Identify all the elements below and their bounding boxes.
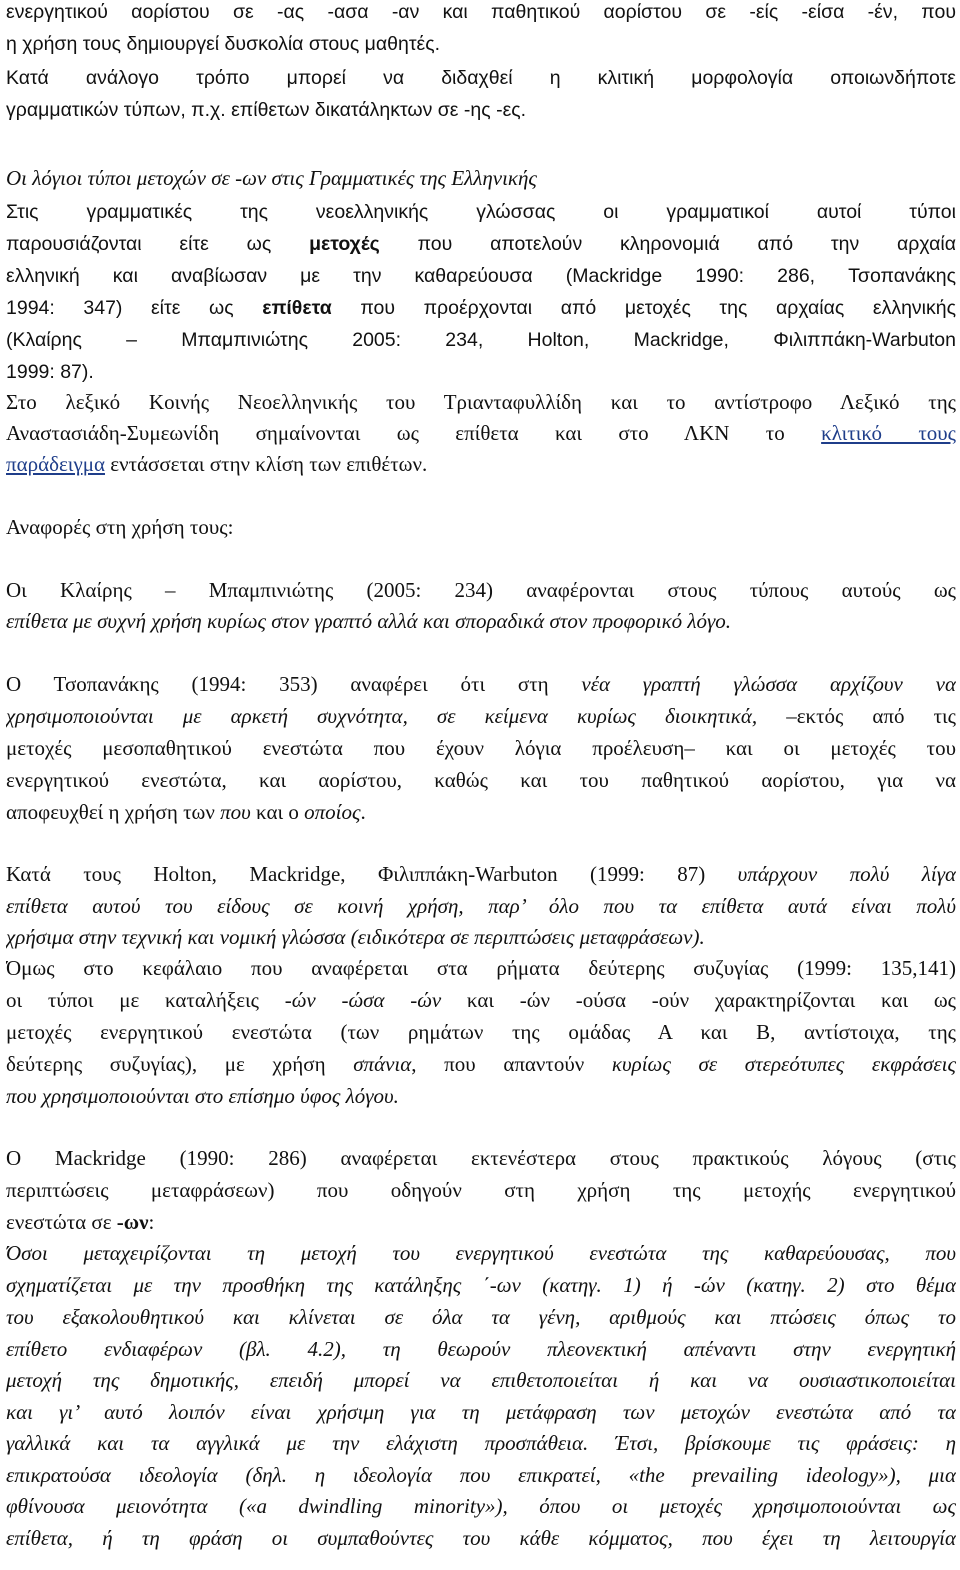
text-line	[6, 858, 956, 890]
text-line	[6, 356, 956, 388]
text-run: γαλλικά και τα αγγλικά με την ελάχιστη προσπάθεια. Έτσι, βρίσκουμε τις φράσεις: η	[6, 1431, 956, 1455]
text-line	[6, 1016, 956, 1048]
text-run: σχηματίζεται με την προσθήκη της κατάληξης ΄-ων (κατηγ. 1) ή -ών (κατηγ. 2) στο θέμα	[6, 1273, 956, 1297]
text-run: αποφευχθεί η χρήση των	[6, 800, 221, 824]
text-run: -ών -ώσα -ών	[284, 988, 442, 1012]
text-run: Οι λόγιοι τύποι μετοχών σε -ων στις Γραμματικές της Ελληνικής	[6, 166, 537, 190]
text-run: κυρίως σε στερεότυπες εκφράσεις	[611, 1052, 956, 1076]
text-run: χρήσιμα στην τεχνική και νομική γλώσσα (ειδικότερα σε περιπτώσεις μεταφράσεων).	[6, 925, 705, 949]
text-line	[6, 1301, 956, 1333]
text-run: επίθετα, ή τη φράση οι συμπαθούντες του κάθε κόμματος, που έχει τη λειτουργία	[6, 1526, 956, 1550]
text-run: που αποτελούν κληρονομιά από την αρχαία	[379, 233, 956, 255]
text-line	[6, 1427, 956, 1459]
text-run: Στο λεξικό Κοινής Νεοελληνικής του Τριανταφυλλίδη και το αντίστροφο Λεξικό της	[6, 390, 956, 414]
text-run: Αναφορές στη χρήση τους:	[6, 515, 234, 539]
text-run: -ων	[116, 1210, 149, 1234]
text-run: Αναστασιάδη-Συμεωνίδη σημαίνονται ως επίθετα και στο ΛΚΝ το	[6, 421, 822, 445]
text-line	[6, 260, 956, 292]
text-line	[6, 1269, 956, 1301]
text-line	[6, 1174, 956, 1206]
text-run: επίθετα αυτού του είδους σε κοινή χρήση, παρ’ όλο που τα επίθετα αυτά είναι πολύ	[6, 894, 956, 918]
text-run: :	[148, 1210, 155, 1234]
text-run: ενεργητικού αορίστου σε -ας -ασα -αν και παθητικού αορίστου σε -είς -είσα -έν, που	[6, 1, 956, 23]
text-run: επίθετα	[262, 297, 332, 319]
text-run: παρουσιάζονται είτε ως	[6, 233, 310, 255]
text-run: οι τύποι με καταλήξεις	[6, 988, 285, 1012]
text-run: Ο Τσοπανάκης (1994: 353) αναφέρει ότι στη	[6, 672, 582, 696]
text-run: επίθετα με συχνή χρήση κυρίως στον γραπτό αλλά και σποραδικά στον προφορικό λόγο.	[6, 609, 732, 633]
text-run: υπάρχουν πολύ λίγα	[737, 862, 956, 886]
text-line	[6, 1237, 956, 1269]
text-line	[6, 700, 956, 732]
text-line	[6, 1459, 956, 1491]
text-run: που προέρχονται από μετοχές της αρχαίας ελληνικής	[331, 297, 956, 319]
text-run: μετοχές ενεργητικού ενεστώτα (των ρημάτων της ομάδας Α και Β, αντίστοιχα, της	[6, 1020, 956, 1044]
text-line	[6, 196, 956, 228]
text-line	[6, 1206, 956, 1238]
text-line	[6, 1364, 956, 1396]
text-run: μετοχή της δημοτικής, επειδή μπορεί να επιθετοποιείται ή και να ουσιαστικοποιείται	[6, 1368, 956, 1392]
text-run: 1999: 87).	[6, 361, 94, 383]
text-run: νέα γραπτή γλώσσα αρχίζουν να	[581, 672, 956, 696]
text-run: επικρατούσα ιδεολογία (δηλ. η ιδεολογία που επικρατεί, «the prevailing ideology»), μια	[6, 1463, 956, 1487]
text-run: μετοχές	[309, 233, 380, 255]
text-run: 1994: 347) είτε ως	[6, 297, 263, 319]
text-run: Όμως στο κεφάλαιο που αναφέρεται στα ρήματα δεύτερης συζυγίας (1999: 135,141)	[6, 956, 956, 980]
text-run: ενεστώτα σε	[6, 1210, 117, 1234]
text-line	[6, 511, 956, 543]
text-line	[6, 162, 956, 194]
text-run: Κατά τους Holton, Mackridge, Φιλιππάκη-Warbuton (1999: 87)	[6, 862, 738, 886]
text-line	[6, 921, 956, 953]
text-run: που χρησιμοποιούνται στο επίσημο ύφος λόγου.	[6, 1084, 399, 1108]
text-run: –εκτός από τις	[757, 704, 956, 728]
text-run: δεύτερης συζυγίας), με χρήση	[6, 1052, 354, 1076]
text-run: και γι’ αυτό λοιπόν είναι χρήσιμη για τη μετάφραση των μετοχών ενεστώτα από τα	[6, 1400, 956, 1424]
text-run: του εξακολουθητικού και κλίνεται σε όλα τα γένη, αριθμούς και πτώσεις όπως το	[6, 1305, 956, 1329]
text-line	[6, 28, 956, 60]
text-line	[6, 1490, 956, 1522]
inline-link[interactable]: παράδειγμα	[6, 452, 105, 476]
text-run: εντάσσεται στην κλίση των επιθέτων.	[105, 452, 428, 476]
text-line	[6, 1080, 956, 1112]
text-run: Κατά ανάλογο τρόπο μπορεί να διδαχθεί η κλιτική μορφολογία οποιωνδήποτε	[6, 67, 956, 89]
text-line	[6, 1333, 956, 1365]
text-run: Στις γραμματικές της νεοελληνικής γλώσσας οι γραμματικοί αυτοί τύποι	[6, 201, 956, 223]
text-run: γραμματικών τύπων, π.χ. επίθετων δικατάληκτων σε -ης -ες.	[6, 99, 527, 121]
text-run: περιπτώσεις μεταφράσεων) που οδηγούν στη χρήση της μετοχής ενεργητικού	[6, 1178, 956, 1202]
text-run: μετοχές μεσοπαθητικού ενεστώτα που έχουν λόγια προέλευση– και οι μετοχές του	[6, 736, 956, 760]
text-line	[6, 1142, 956, 1174]
text-line	[6, 1522, 956, 1554]
text-run: Οι Κλαίρης – Μπαμπινιώτης (2005: 234) αναφέρονται στους τύπους αυτούς ως	[6, 578, 956, 602]
text-run: επίθετο ενδιαφέρων (βλ. 4.2), τη θεωρούν πλεονεκτική απέναντι στην ενεργητική	[6, 1337, 956, 1361]
text-line	[6, 94, 956, 126]
text-run: ελληνική και αναβίωσαν με την καθαρεύουσα (Mackridge 1990: 286, Τσοπανάκης	[6, 265, 956, 287]
text-line	[6, 417, 956, 449]
text-line	[6, 890, 956, 922]
text-line	[6, 228, 956, 260]
text-run: χρησιμοποιούνται με αρκετή συχνότητα, σε κείμενα κυρίως διοικητικά,	[6, 704, 758, 728]
text-line	[6, 324, 956, 356]
text-line	[6, 1396, 956, 1428]
text-line	[6, 732, 956, 764]
text-run: Όσοι μεταχειρίζονται τη μετοχή του ενεργητικού ενεστώτα της καθαρεύουσας, που	[6, 1241, 956, 1265]
text-line	[6, 605, 956, 637]
text-run: σπάνια	[353, 1052, 412, 1076]
text-run: .	[360, 800, 366, 824]
inline-link[interactable]: κλιτικό τους	[821, 421, 956, 445]
text-run: φθίνουσα μειονότητα («a dwindling minority»), όπου οι μετοχές χρησιμοποιούνται ως	[6, 1494, 956, 1518]
text-line	[6, 1048, 956, 1080]
text-run: που	[220, 800, 251, 824]
text-line	[6, 984, 956, 1016]
text-run: , που απαντούν	[411, 1052, 612, 1076]
text-run: Ο Mackridge (1990: 286) αναφέρεται εκτενέστερα στους πρακτικούς λόγους (στις	[6, 1146, 956, 1170]
text-line	[6, 764, 956, 796]
text-line	[6, 386, 956, 418]
text-line	[6, 0, 956, 28]
text-line	[6, 796, 956, 828]
text-line	[6, 448, 956, 480]
text-run: και ο	[250, 800, 305, 824]
text-line	[6, 62, 956, 94]
text-run: η χρήση τους δημιουργεί δυσκολία στους μαθητές.	[6, 33, 441, 55]
text-run: και -ών -ούσα -ούν χαρακτηρίζονται και ως	[441, 988, 956, 1012]
text-line	[6, 952, 956, 984]
text-run: οποίος	[304, 800, 361, 824]
text-line	[6, 574, 956, 606]
text-run: (Κλαίρης – Μπαμπινιώτης 2005: 234, Holton, Mackridge, Φιλιππάκη-Warbuton	[6, 329, 956, 351]
text-line	[6, 292, 956, 324]
text-run: ενεργητικού ενεστώτα, και αορίστου, καθώς και του παθητικού αορίστου, για να	[6, 768, 956, 792]
text-line	[6, 668, 956, 700]
